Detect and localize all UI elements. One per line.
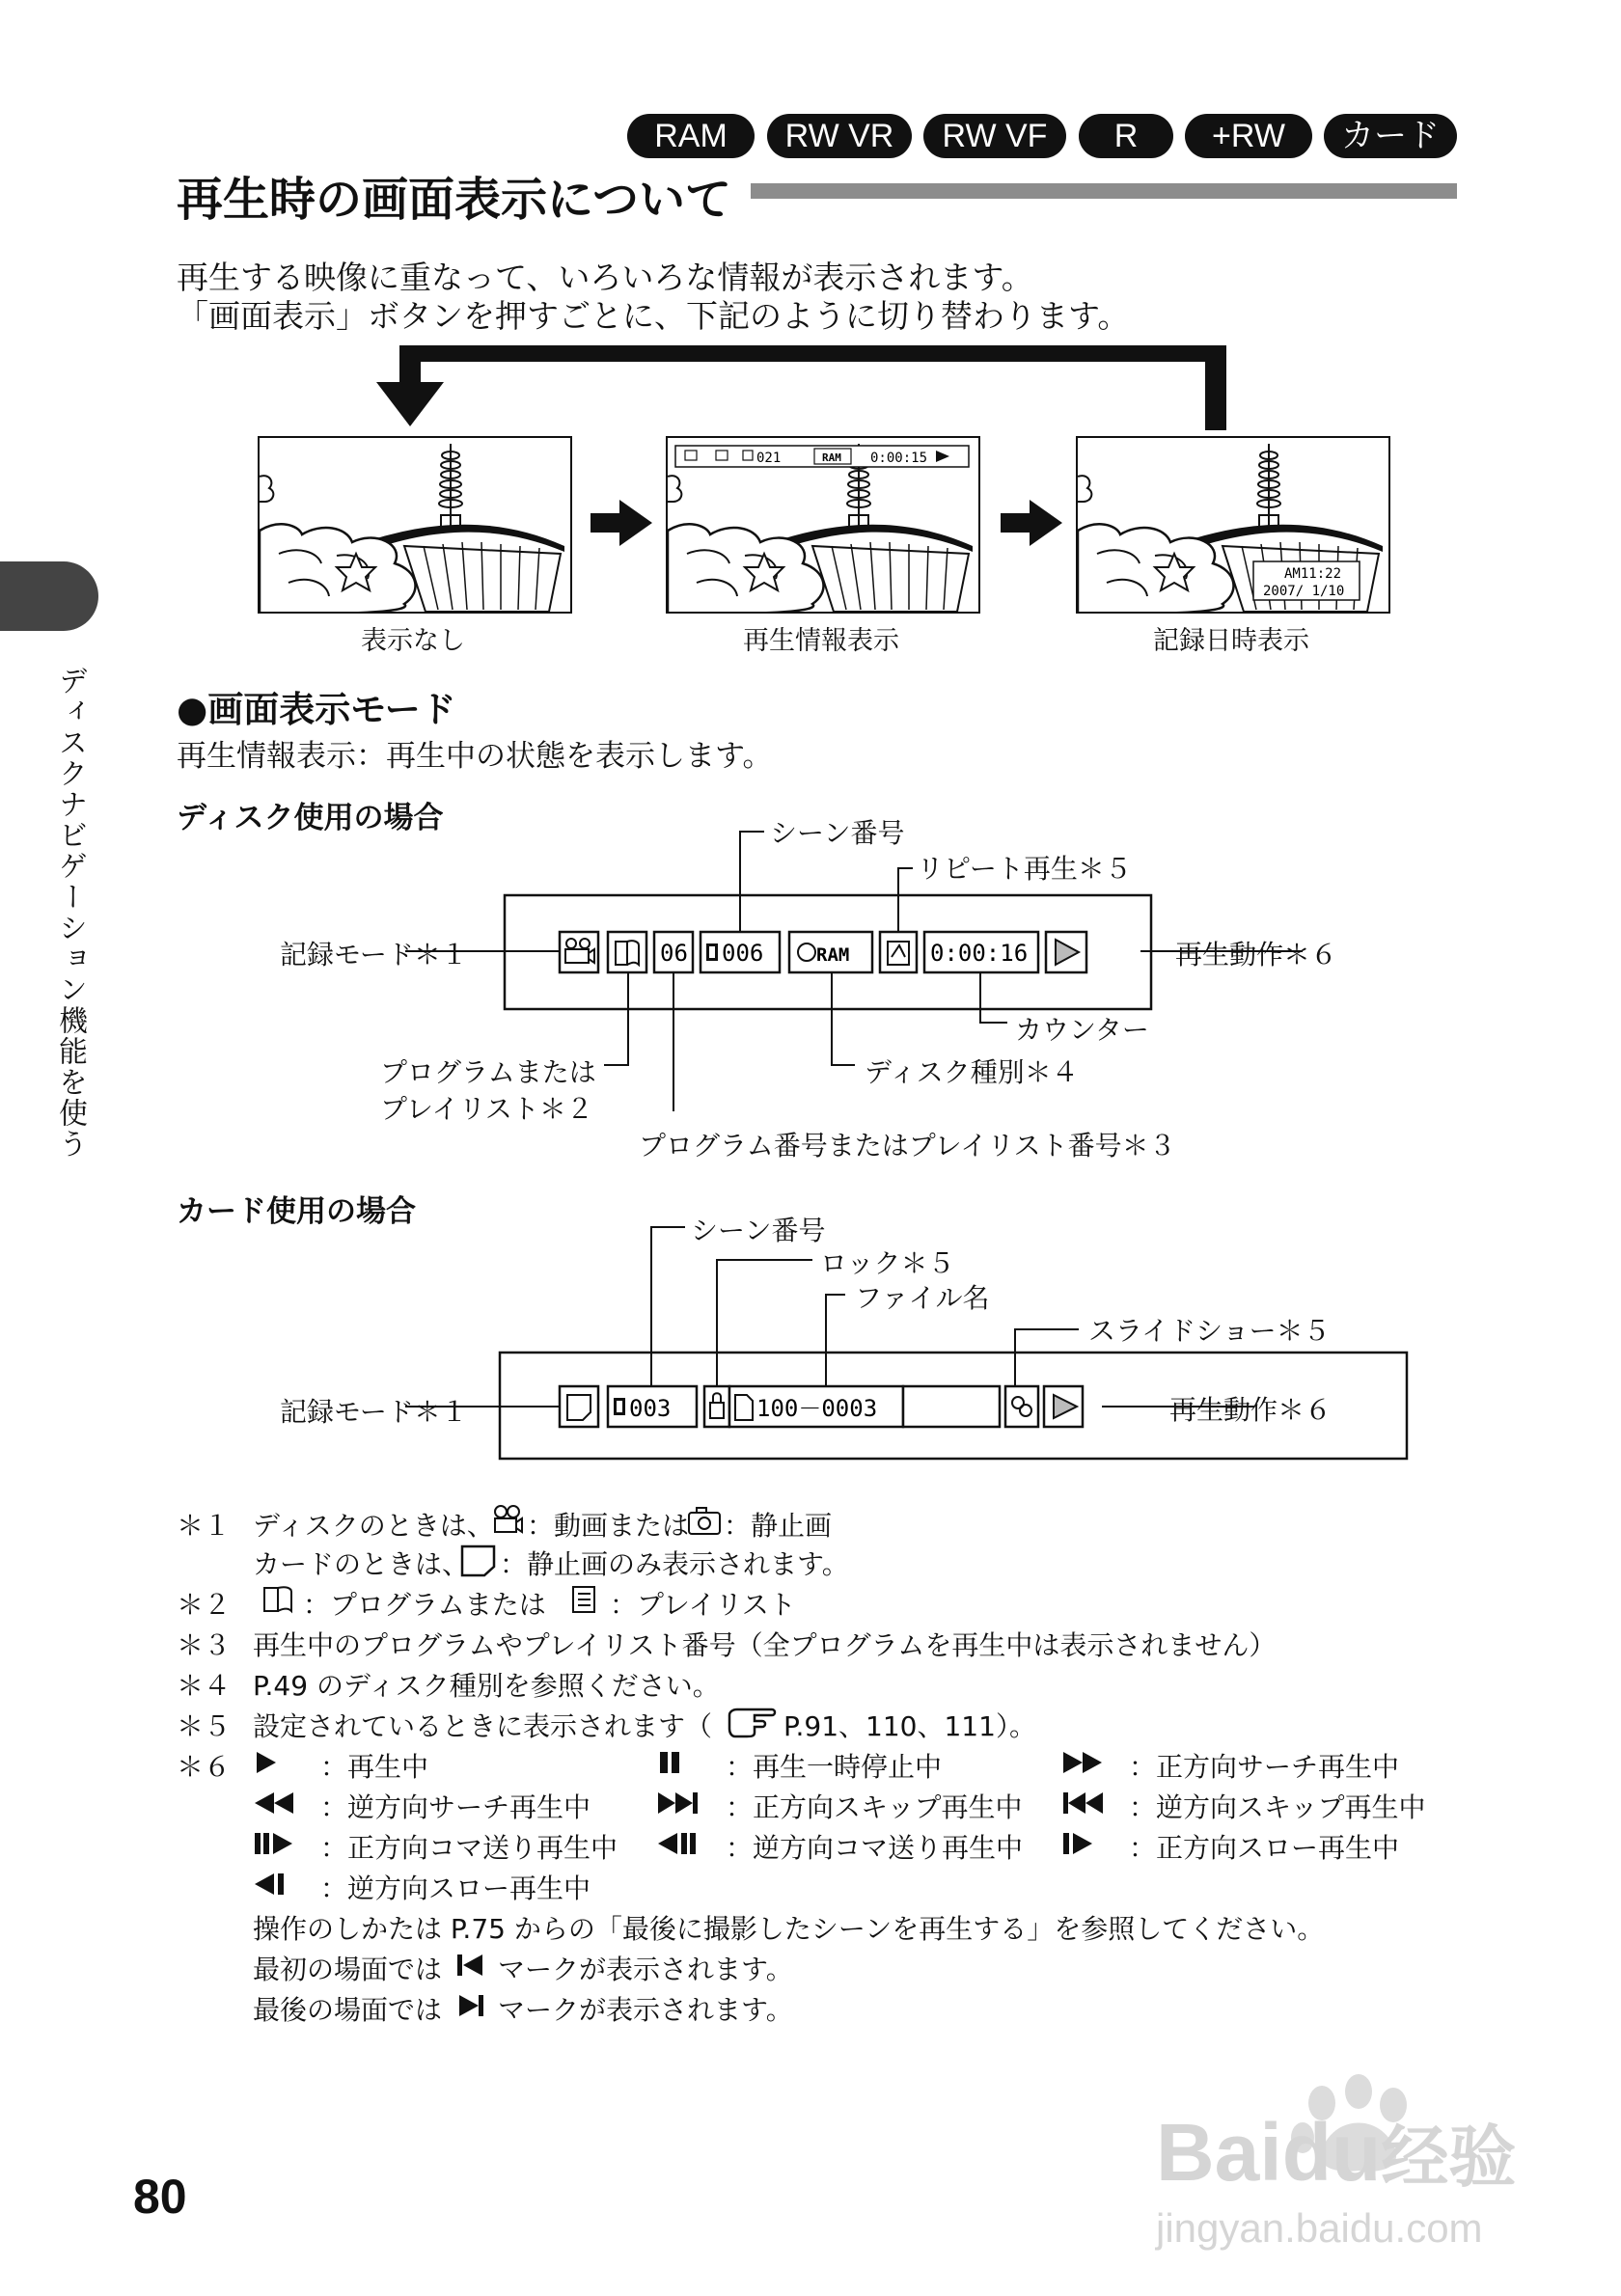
note-2-mark: ＊２	[177, 1589, 232, 1621]
disc-scene-no: 006	[722, 940, 764, 967]
cycle-arrow	[367, 345, 1254, 432]
chapter-tab	[0, 561, 98, 631]
note-2-text-a: ：プログラムまたは	[303, 1589, 546, 1621]
note-6-reference: 操作のしかたは P.75 からの「最後に撮影したシーンを再生する」を参照してください。	[253, 1913, 1325, 1945]
program-icon	[261, 1584, 301, 1615]
date-overlay-time: AM11:22	[1284, 566, 1342, 582]
note-1-text-e: ：静止画のみ表示されます。	[500, 1548, 849, 1580]
still-image-icon	[459, 1544, 498, 1578]
label-program-no: プログラム番号またはプレイリスト番号＊３	[639, 1130, 1176, 1162]
first-scene-icon	[453, 1951, 492, 1980]
last-scene-icon	[453, 1991, 492, 2020]
note-1-text-b: ：動画または	[527, 1510, 690, 1542]
note-6-item-rew: ：逆方向サーチ再生中	[320, 1791, 591, 1823]
skip-forward-icon	[656, 1789, 714, 1818]
tag-rw-vf: RW VF	[923, 114, 1066, 158]
label-scene-no: シーン番号	[770, 817, 905, 849]
info-disc-type: RAM	[822, 451, 841, 464]
frame-back-icon	[656, 1829, 714, 1858]
tag-plus-rw: +RW	[1185, 114, 1312, 158]
note-6-item-skip-back: ：逆方向スキップ再生中	[1129, 1791, 1426, 1823]
intro-line-2: 「画面表示」ボタンを押すごとに、下記のように切り替わります。	[177, 297, 1130, 335]
card-label-play-action: 再生動作＊６	[1169, 1394, 1333, 1426]
skip-back-icon	[1061, 1789, 1119, 1818]
note-5-mark: ＊５	[177, 1710, 232, 1742]
note-4-text: P.49 のディスク種別を参照ください。	[253, 1670, 720, 1702]
label-program-line2: プレイリスト＊２	[380, 1093, 593, 1125]
label-program-line1: プログラムまたは	[380, 1056, 596, 1088]
watermark-url: jingyan.baidu.com	[1156, 2205, 1483, 2251]
note-1-text-c: ：静止画	[724, 1510, 833, 1542]
page-number: 80	[133, 2170, 187, 2224]
note-6-last-b: マークが表示されます。	[498, 1994, 793, 2026]
info-counter: 0:00:15	[870, 451, 928, 466]
note-4-mark: ＊４	[177, 1670, 232, 1702]
note-6-last-a: 最後の場面では	[253, 1994, 443, 2026]
caption-no-display: 表示なし	[361, 626, 465, 656]
note-2-text-b: ：プレイリスト	[610, 1589, 796, 1621]
card-label-slideshow: スライドショー＊５	[1088, 1315, 1331, 1347]
tag-rw-vr: RW VR	[767, 114, 912, 158]
note-6-item-pause: ：再生一時停止中	[726, 1751, 943, 1783]
screen-date-time	[1076, 436, 1390, 614]
disc-heading: ディスク使用の場合	[177, 801, 444, 835]
card-label-lock: ロック＊５	[820, 1247, 955, 1279]
note-6-item-ff: ：正方向サーチ再生中	[1129, 1751, 1400, 1783]
card-file-name: 100－0003	[756, 1395, 878, 1422]
tag-ram: RAM	[627, 114, 755, 158]
label-repeat: リピート再生＊５	[917, 853, 1132, 885]
play-icon	[253, 1748, 311, 1777]
note-6-mark: ＊６	[177, 1751, 232, 1783]
note-6-item-frame-back: ：逆方向コマ送り再生中	[726, 1832, 1024, 1864]
playlist-icon	[569, 1584, 600, 1615]
caption-date-time: 記録日時表示	[1153, 626, 1309, 656]
label-counter: カウンター	[1015, 1014, 1149, 1046]
chapter-title: ディスクナビゲーション機能を使う	[53, 666, 87, 1160]
card-label-scene-no: シーン番号	[691, 1215, 826, 1246]
rewind-icon	[253, 1789, 311, 1818]
note-5-text-b: P.91、110、111）。	[783, 1710, 1036, 1742]
note-6-item-slow-back: ：逆方向スロー再生中	[320, 1872, 591, 1904]
intro-line-1: 再生する映像に重なって、いろいろな情報が表示されます。	[177, 259, 1033, 296]
note-6-first-b: マークが表示されます。	[498, 1954, 793, 1985]
note-1-text-d: カードのときは、	[253, 1548, 470, 1580]
card-label-file-name: ファイル名	[855, 1282, 990, 1314]
pointing-hand-icon	[726, 1708, 778, 1738]
note-3-text: 再生中のプログラムやプレイリスト番号（全プログラムを再生中は表示されません）	[253, 1629, 1277, 1661]
date-overlay-date: 2007/ 1/10	[1263, 584, 1345, 599]
tag-r: R	[1079, 114, 1173, 158]
label-rec-mode: 記録モード＊１	[280, 939, 468, 970]
fast-forward-icon	[1061, 1748, 1119, 1777]
frame-advance-icon	[253, 1829, 311, 1858]
note-5-text-a: 設定されているときに表示されます（	[253, 1710, 713, 1742]
label-play-action: 再生動作＊６	[1175, 939, 1338, 970]
pause-icon	[656, 1748, 714, 1777]
label-disc-type: ディスク種別＊４	[865, 1056, 1079, 1088]
tag-card: カード	[1324, 114, 1457, 158]
info-program-no: 021	[756, 451, 782, 466]
camcorder-icon	[490, 1503, 525, 1538]
arrow-right-icon	[1001, 500, 1064, 546]
watermark-brand: Baidu经验	[1156, 2107, 1517, 2198]
note-6-item-skip-fwd: ：正方向スキップ再生中	[726, 1791, 1023, 1823]
disc-type-value: RAM	[816, 944, 850, 966]
arrow-right-icon	[591, 500, 654, 546]
screen-no-display	[258, 436, 572, 614]
note-6-item-play: ：再生中	[320, 1751, 429, 1783]
caption-playback-info: 再生情報表示	[743, 626, 899, 656]
section-description: 再生情報表示：再生中の状態を表示します。	[177, 739, 773, 774]
card-heading: カード使用の場合	[177, 1194, 416, 1229]
slow-forward-icon	[1061, 1829, 1119, 1858]
note-3-mark: ＊３	[177, 1629, 232, 1661]
screen-playback-info	[666, 436, 980, 614]
note-6-item-slow-fwd: ：正方向スロー再生中	[1129, 1832, 1400, 1864]
card-scene-no: 003	[629, 1395, 672, 1422]
disc-program-no: 06	[660, 940, 688, 967]
slow-back-icon	[253, 1870, 311, 1899]
section-heading-display-mode: ●画面表示モード	[177, 689, 456, 730]
note-1-mark: ＊１	[177, 1510, 232, 1542]
page-title: 再生時の画面表示について	[177, 173, 732, 227]
note-6-first-a: 最初の場面では	[253, 1954, 443, 1985]
camera-icon	[687, 1505, 722, 1536]
title-rule	[751, 183, 1457, 199]
disc-counter: 0:00:16	[930, 940, 1029, 967]
note-1-text-a: ディスクのときは、	[253, 1510, 494, 1542]
card-label-rec-mode: 記録モード＊１	[280, 1396, 468, 1428]
note-6-item-frame-fwd: ：正方向コマ送り再生中	[320, 1832, 618, 1864]
